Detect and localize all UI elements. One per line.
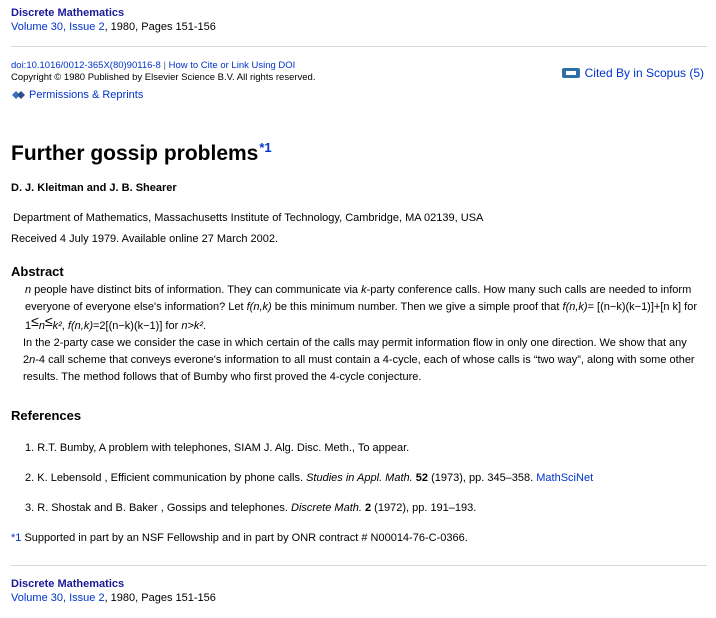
abstract-paragraph-2: In the 2-party case we consider the case in which certain of the calls may permit information flow in only one direction. We show that any 2n-4 call scheme that conveys everone's information to all must contain a 4-cycle, each of whose calls is “two way”, along with some other results. The method follows that of Bumby who first proved the 4-cycle conjecture. (23, 337, 695, 383)
permissions-reprints[interactable] (11, 89, 143, 101)
footnote-marker-link[interactable]: *1 (259, 140, 272, 155)
volume-issue-link[interactable]: Volume 30, Issue 2 (11, 592, 105, 604)
cited-by-scopus[interactable] (561, 66, 704, 80)
authors: D. J. Kleitman and J. B. Shearer (11, 182, 177, 194)
scopus-icon (561, 66, 581, 80)
abstract-heading: Abstract (11, 264, 64, 279)
journal-citation-top (11, 6, 216, 34)
diamond-arrow-icon (11, 89, 25, 101)
journal-citation-bottom (11, 577, 216, 605)
reference-item: 3. R. Shostak and B. Baker , Gossips and telephones. Discrete Math. 2 (1972), pp. 191–193. (25, 502, 477, 514)
mathscinet-link[interactable]: MathSciNet (536, 472, 594, 484)
article-dates: Received 4 July 1979. Available online 27 March 2002. (11, 233, 279, 245)
footnote-text: Supported in part by an NSF Fellowship and in part by ONR contract # N00014-76-C-0366. (21, 532, 468, 544)
permissions-link[interactable]: Permissions & Reprints (29, 89, 144, 101)
divider (11, 46, 707, 47)
doi-link[interactable]: doi:10.1016/0012-365X(80)90116-8 (11, 60, 161, 71)
doi-separator: | (163, 60, 166, 71)
affiliation: Department of Mathematics, Massachusetts Institute of Technology, Cambridge, MA 02139, USA (13, 212, 484, 224)
copyright-text: Copyright © 1980 Published by Elsevier Science B.V. All rights reserved. (11, 72, 316, 83)
article-title (11, 140, 272, 166)
year-pages: , 1980, Pages 151-156 (104, 21, 216, 33)
abstract-paragraph-1: n people have distinct bits of information. They can communicate via k-party conference calls. How many such calls are needed to inform everyone of everyone else's information? Let f(n,k) be this minimum number. Then we give a simple proof that f(n,k)= [(n−k)(k−1)]+[n k] for 1≤n≤k², f(n,k)=2[(n−k)(k−1)] for n>k². (25, 284, 698, 332)
abstract-body (25, 282, 705, 386)
doi-block (11, 60, 315, 84)
reference-item: 2. K. Lebensold , Efficient communication by phone calls. Studies in Appl. Math. 52 (1973), pp. 345–358. MathSciNet (25, 472, 594, 484)
cite-link[interactable]: How to Cite or Link Using DOI (168, 60, 296, 71)
references-heading: References (11, 408, 82, 423)
scopus-link[interactable]: Cited By in Scopus (5) (584, 66, 704, 80)
article-title-text: Further gossip problems (11, 142, 259, 165)
journal-title-link[interactable]: Discrete Mathematics (11, 7, 125, 19)
footnote-marker[interactable]: *1 (11, 532, 22, 544)
year-pages: , 1980, Pages 151-156 (104, 592, 216, 604)
divider (11, 565, 707, 566)
footnote (11, 532, 468, 544)
volume-issue-link[interactable]: Volume 30, Issue 2 (11, 21, 105, 33)
journal-title-link[interactable]: Discrete Mathematics (11, 578, 125, 590)
reference-item: 1. R.T. Bumby, A problem with telephones, SIAM J. Alg. Disc. Meth., To appear. (25, 442, 410, 454)
